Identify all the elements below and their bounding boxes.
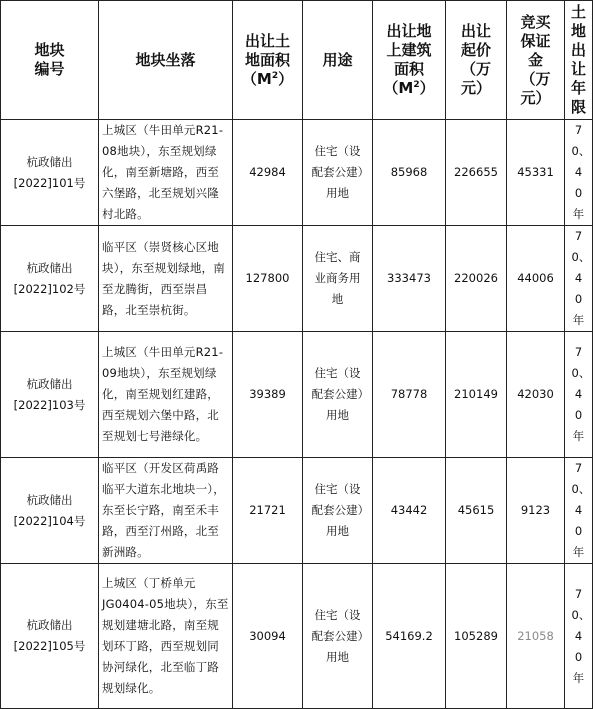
cell-start-price: 220026 [446,226,507,332]
cell-code: 杭政储出 [2022]102号 [1,226,99,332]
cell-area: 39389 [233,332,303,458]
cell-build-area: 85968 [373,120,446,226]
cell-area: 21721 [233,458,303,564]
header-start-price: 出让 起价 （万 元） [446,1,507,120]
cell-usage: 住宅、商业商务用地 [303,226,373,332]
cell-usage: 住宅（设配套公建）用地 [303,458,373,564]
cell-deposit: 44006 [507,226,565,332]
cell-code: 杭政储出 [2022]101号 [1,120,99,226]
cell-deposit: 42030 [507,332,565,458]
cell-build-area: 333473 [373,226,446,332]
cell-code: 杭政储出 [2022]104号 [1,458,99,564]
cell-start-price: 105289 [446,564,507,709]
cell-area: 42984 [233,120,303,226]
cell-location: 临平区（崇贤核心区地块），东至规划绿地，南至龙腾街，西至崇昌路，北至崇杭街。 [99,226,233,332]
cell-usage: 住宅（设配套公建）用地 [303,332,373,458]
cell-years: 70、40年 [565,458,593,564]
header-build-area: 出让地 上建筑 面积 $(M^2)$ [373,1,446,120]
cell-usage: 住宅（设配套公建）用地 [303,120,373,226]
header-location: 地块坐落 [99,1,233,120]
cell-build-area: 54169.2 [373,564,446,709]
cell-area: 127800 [233,226,303,332]
table-row [1,120,593,226]
cell-location: 临平区（开发区荷禹路临平大道东北地块一），东至长宁路，南至禾丰路，西至汀州路，北至新洲路。 [99,458,233,564]
cell-years: 70、40年 [565,332,593,458]
header-area: 出让土 地面积 $(M^2)$ [233,1,303,120]
cell-location: 上城区（牛田单元R21-09地块），东至规划绿化，南至规划红建路，西至规划六堡中路，北至规划七号港绿化。 [99,332,233,458]
cell-years: 70、40年 [565,226,593,332]
cell-code: 杭政储出 [2022]103号 [1,332,99,458]
header-code: 地块 编号 [1,1,99,120]
header-deposit: 竞买 保证 金 （万 元） [507,1,565,120]
cell-start-price: 226655 [446,120,507,226]
cell-code: 杭政储出 [2022]105号 [1,564,99,709]
cell-start-price: 210149 [446,332,507,458]
cell-build-area: 78778 [373,332,446,458]
cell-deposit: 9123 [507,458,565,564]
table-row [1,226,593,332]
header-row [1,1,593,120]
cell-years: 70、40年 [565,564,593,709]
cell-build-area: 43442 [373,458,446,564]
cell-area: 30094 [233,564,303,709]
cell-deposit: 21058 [507,564,565,709]
cell-location: 上城区（牛田单元R21-08地块），东至规划绿化，南至新塘路，西至六堡路，北至规划兴隆村北路。 [99,120,233,226]
cell-usage: 住宅（设配套公建）用地 [303,564,373,709]
header-usage: 用途 [303,1,373,120]
table-row [1,458,593,564]
cell-start-price: 45615 [446,458,507,564]
cell-deposit: 45331 [507,120,565,226]
cell-location: 上城区（丁桥单元JG0404-05地块），东至规划建塘北路，南至规划环丁路，西至规划同协河绿化，北至临丁路规划绿化。 [99,564,233,709]
table-row [1,332,593,458]
header-years: 土地出让年限 [565,1,593,120]
cell-years: 70、40年 [565,120,593,226]
table-row [1,564,593,709]
